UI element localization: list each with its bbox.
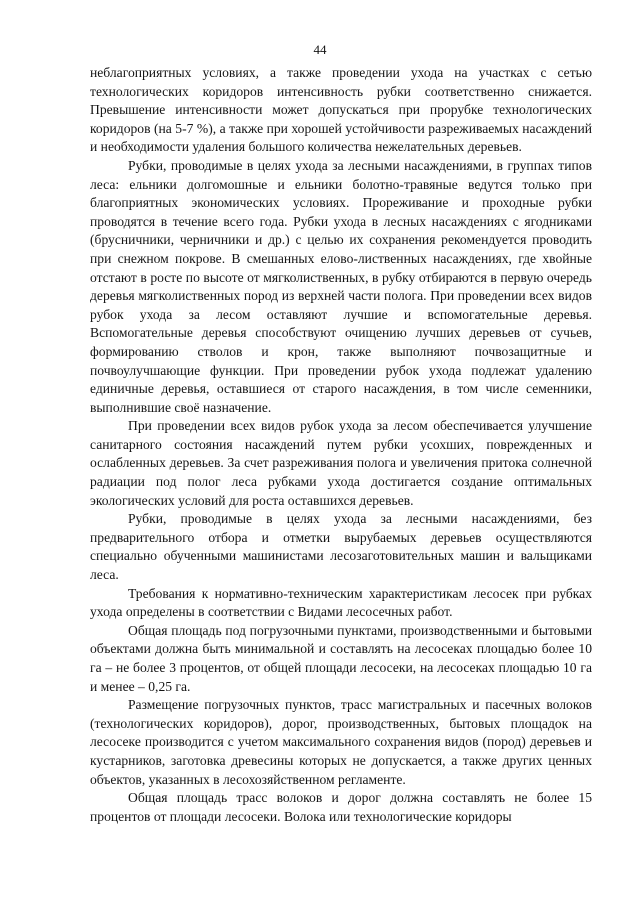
body-text	[90, 64, 592, 826]
paragraph-8: Общая площадь трасс волоков и дорог должна составлять не более 15 процентов от площади лесосеки. Волока или технологические коридоры	[90, 790, 592, 824]
paragraph-3: При проведении всех видов рубок ухода за лесом обеспечивается улучшение санитарного состояния насаждений путем рубки усохших, поврежденных и ослабленных деревьев. За счет разреживания полога и увеличения притока солнечной радиации под полог леса рубками ухода достигается создание оптимальных экологических условий для роста оставшихся деревьев.	[90, 418, 592, 508]
paragraph-1: неблагоприятных условиях, а также проведении ухода на участках с сетью технологических коридоров интенсивность рубки соответственно снижается. Превышение интенсивности может допускаться при прорубке технологических коридоров (на 5-7 %), а также при хорошей устойчивости разреживаемых насаждений и необходимости удаления большого количества нежелательных деревьев.	[90, 65, 592, 155]
paragraph-4: Рубки, проводимые в целях ухода за лесными насаждениями, без предварительного отбора и отметки вырубаемых деревьев осуществляются специально обученными машинистами лесозаготовительных машин и вальщиками леса.	[90, 511, 592, 583]
paragraph-6: Общая площадь под погрузочными пунктами, производственными и бытовыми объектами должна быть минимальной и составлять на лесосеках площадью более 10 га – не более 3 процентов, от общей площади лесосеки, на лесосеках площадью 10 га и менее – 0,25 га.	[90, 622, 592, 694]
paragraph-2: Рубки, проводимые в целях ухода за лесными насаждениями, в группах типов леса: ельники долгомошные и ельники болотно-травяные ведутся только при благоприятных экономических условиях. Прореживание и проходные рубки проводятся в течение всего года. Рубки ухода в лесных насаждениях с ягодниками (брусничники, черничники и др.) с целью их сохранения рекомендуется проводить при снежном покрове. В смешанных елово-лиственных насаждениях, где хвойные отстают в росте по высоте от мягколиственных, в рубку отбираются в первую очередь деревья мягколиственных пород из верхней части полога. При проведении всех видов рубок ухода за лесом оставляют лучшие и вспомогательные деревья. Вспомогательные деревья способствуют очищению лучших деревьев от сучьев, формированию стволов и крон, также выполняют почвозащитные и почвоулучшающие функции. При проведении рубок ухода подлежат удалению единичные деревья, оставшиеся от старого насаждения, в том числе семенники, выполнившие своё назначение.	[90, 157, 592, 415]
page-number: 44	[313, 42, 327, 57]
paragraph-7: Размещение погрузочных пунктов, трасс магистральных и пасечных волоков (технологических коридоров), дорог, производственных, бытовых площадок на лесосеке производится с учетом максимального сохранения видов (пород) деревьев и кустарников, заготовка древесины которых не допускается, а также других ценных объектов, указанных в лесохозяйственном регламенте.	[90, 697, 592, 787]
paragraph-5: Требования к нормативно-техническим характеристикам лесосек при рубках ухода определены в соответствии с Видами лесосечных работ.	[90, 585, 592, 620]
